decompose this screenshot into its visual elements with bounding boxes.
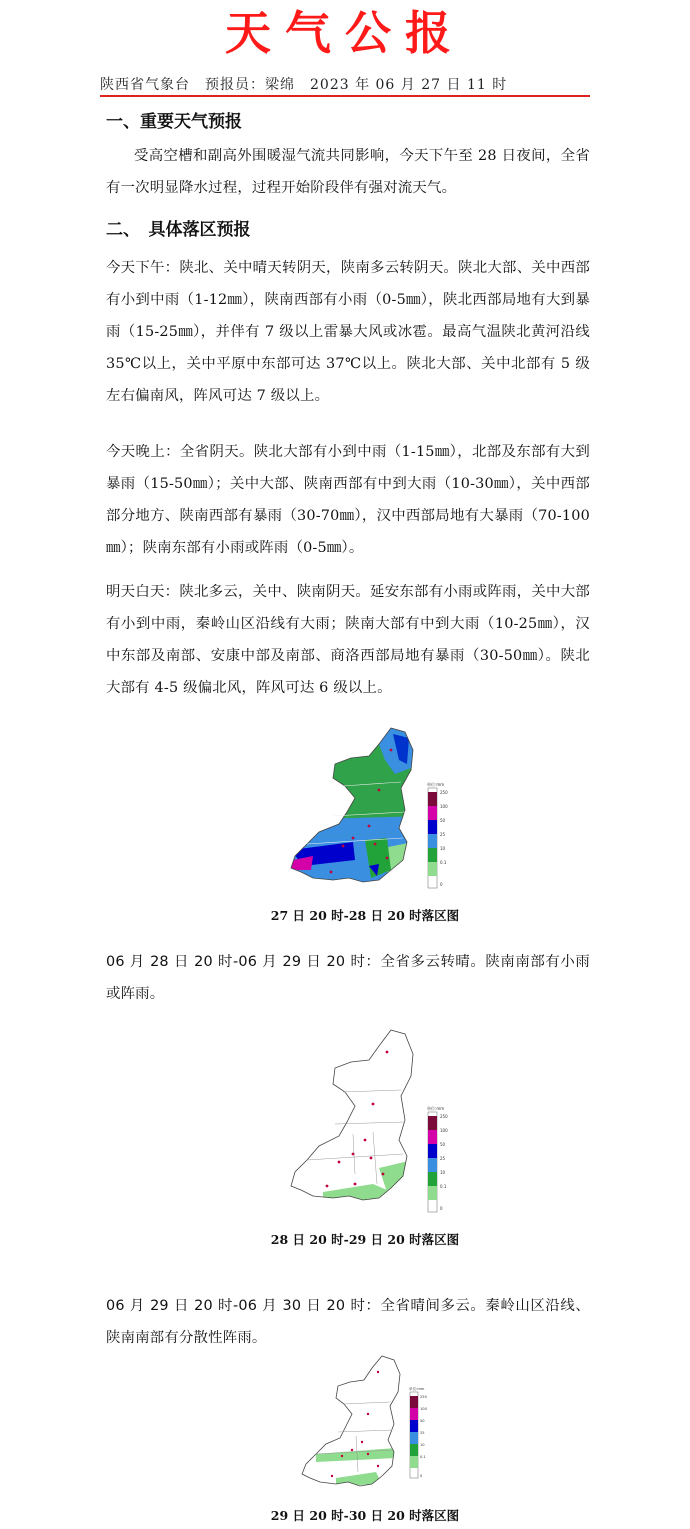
bulletin-meta: 陕西省气象台 预报员：梁绵 2023 年 06 月 27 日 11 时 [100, 77, 508, 93]
forecast-day3 [106, 1290, 590, 1354]
section-heading-important: 一、重要天气预报 [106, 112, 242, 132]
legend-2-label: 250 [440, 1114, 448, 1119]
page-title: 天气公报 [225, 6, 465, 60]
forecast-day3-text: 全省晴间多云。秦岭山区沿线、陕南南部有分散性阵雨。 [106, 1298, 590, 1346]
forecast-day2-lead: 06 月 28 日 20 时-06 月 29 日 20 时： [106, 954, 381, 970]
header-divider [100, 95, 590, 97]
legend-3-label: 0 [420, 1474, 423, 1478]
legend-2 [428, 1112, 437, 1212]
legend-2-label: 0 [440, 1206, 443, 1211]
map-2-caption: 28 日 20 时-29 日 20 时落区图 [270, 1232, 460, 1247]
forecast-afternoon-lead: 今天下午： [106, 260, 180, 276]
legend-1-label: 25 [440, 832, 446, 837]
map-1-caption: 27 日 20 时-28 日 20 时落区图 [270, 908, 460, 923]
forecast-day2 [106, 946, 590, 1010]
legend-2-label: 100 [440, 1128, 448, 1133]
legend-3-unit: 单位:mm [409, 1387, 425, 1391]
legend-1-label: 10 [440, 846, 446, 851]
legend-3-label: 0.1 [420, 1455, 426, 1459]
section-heading-area: 二、 具体落区预报 [106, 220, 251, 240]
important-text: 受高空槽和副高外围暖湿气流共同影响，今天下午至 28 日夜间，全省有一次明显降水过程，过程开始阶段伴有强对流天气。 [106, 148, 590, 196]
legend-1-unit: 单位:mm [427, 782, 445, 787]
rainfall-map-2 [283, 1024, 463, 1224]
rainfall-map-1 [283, 720, 463, 900]
legend-3-label: 100 [420, 1407, 427, 1411]
legend-1-label: 0 [440, 882, 443, 887]
legend-3-label: 25 [420, 1431, 425, 1435]
legend-1 [428, 788, 437, 888]
legend-3 [410, 1392, 418, 1478]
forecast-tomorrow-text: 陕北多云，关中、陕南阴天。延安东部有小雨或阵雨，关中大部有小到中雨，秦岭山区沿线有大雨；陕南大部有中到大雨（10-25㎜），汉中东部及南部、安康中部及南部、商洛西部局地有暴雨（30-50㎜）。陕北大部有 4-5 级偏北风，阵风可达 6 级以上。 [106, 584, 590, 696]
legend-1-label: 0.1 [440, 860, 447, 865]
legend-1-label: 100 [440, 804, 448, 809]
forecast-evening-lead: 今天晚上： [106, 444, 180, 460]
legend-3-label: 10 [420, 1443, 425, 1447]
legend-2-label: 10 [440, 1170, 446, 1175]
rainfall-map-3 [296, 1352, 456, 1502]
forecast-tomorrow [106, 576, 590, 704]
forecast-day3-lead: 06 月 29 日 20 时-06 月 30 日 20 时： [106, 1298, 381, 1314]
legend-3-label: 250 [420, 1395, 427, 1399]
legend-1-label: 50 [440, 818, 446, 823]
forecast-afternoon [106, 252, 590, 412]
map-3-caption: 29 日 20 时-30 日 20 时落区图 [270, 1508, 460, 1523]
legend-2-label: 50 [440, 1142, 446, 1147]
legend-2-label: 25 [440, 1156, 446, 1161]
legend-3-label: 50 [420, 1419, 425, 1423]
forecast-evening-text: 全省阴天。陕北大部有小到中雨（1-15㎜），北部及东部有大到暴雨（15-50㎜）；关中大部、陕南西部有中到大雨（10-30㎜），关中西部部分地方、陕南西部有暴雨（30-70㎜），汉中西部局地有大暴雨（70-100㎜）；陕南东部有小雨或阵雨（0-5㎜）。 [106, 444, 590, 556]
legend-2-label: 0.1 [440, 1184, 447, 1189]
forecast-tomorrow-lead: 明天白天： [106, 584, 180, 600]
forecast-evening [106, 436, 590, 564]
forecast-day2-text: 全省多云转晴。陕南南部有小雨或阵雨。 [106, 954, 590, 1002]
legend-2-unit: 单位:mm [427, 1106, 445, 1111]
legend-1-label: 250 [440, 790, 448, 795]
forecast-afternoon-text: 陕北、关中晴天转阴天，陕南多云转阴天。陕北大部、关中西部有小到中雨（1-12㎜），陕南西部有小雨（0-5㎜），陕北西部局地有大到暴雨（15-25㎜），并伴有 7 级以上雷暴大风或冰雹。最高气温陕北黄河沿线 35℃以上，关中平原中东部可达 37℃以上。陕北大部、关中北部有 5 级左右偏南风，阵风可达 7 级以上。 [106, 260, 590, 404]
